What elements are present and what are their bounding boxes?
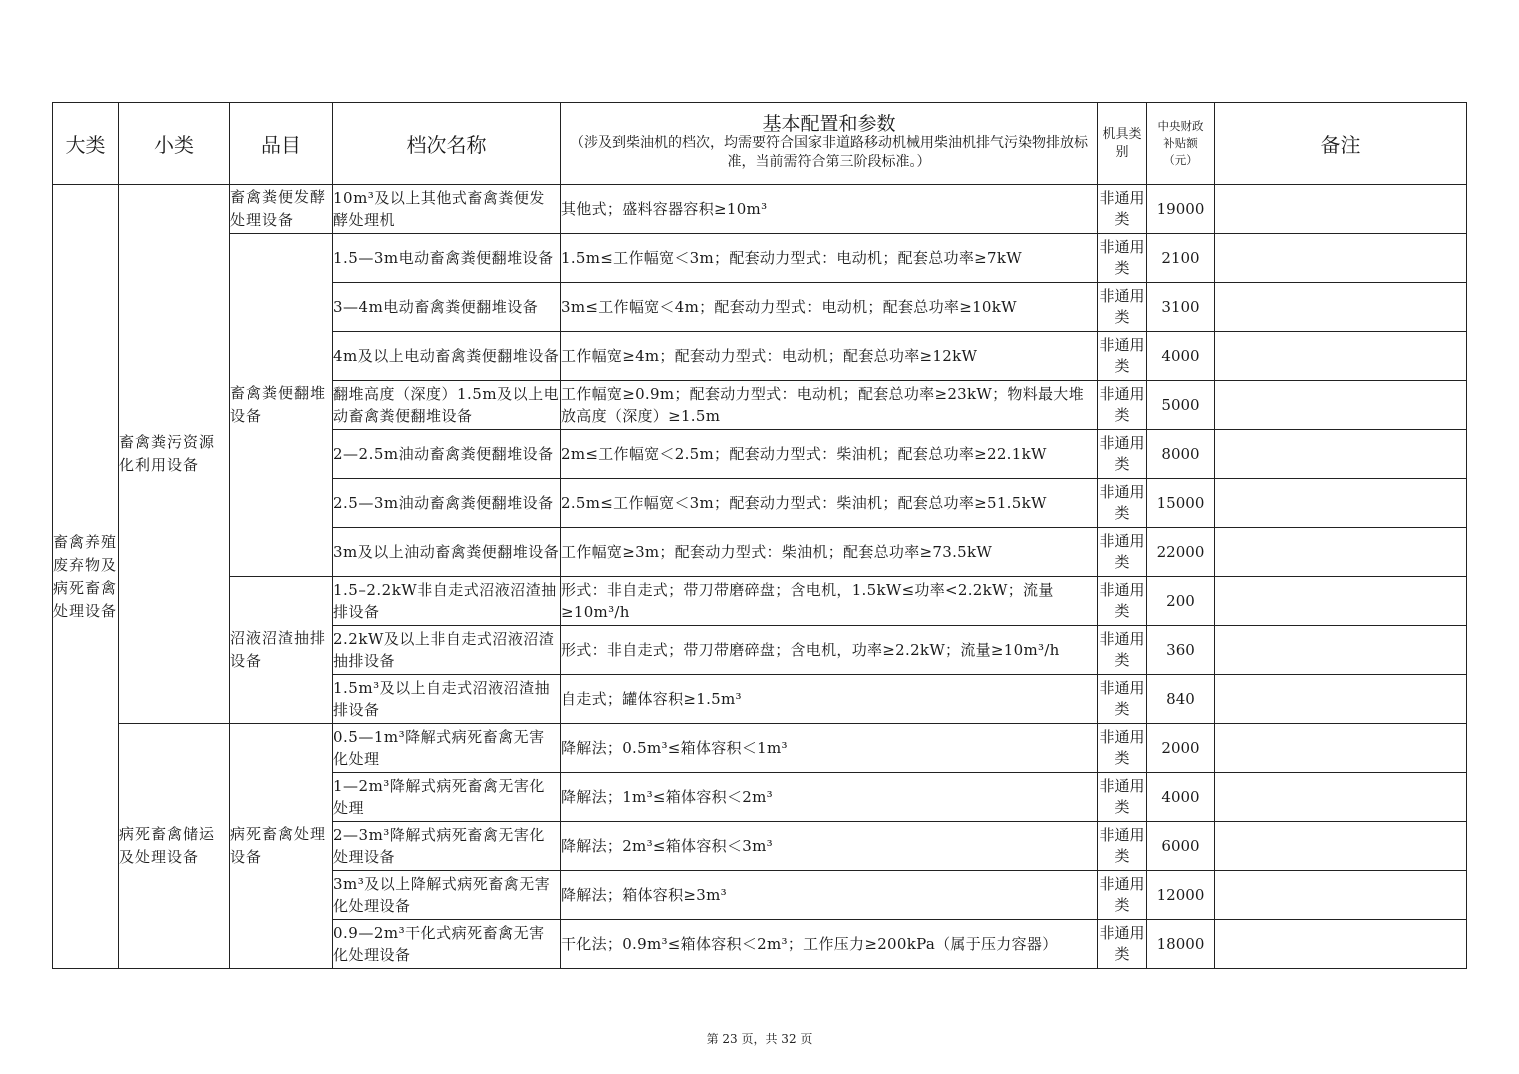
config-cell: 2.5m≤工作幅宽＜3m；配套动力型式：柴油机；配套总功率≥51.5kW bbox=[561, 479, 1098, 528]
remarks-cell bbox=[1215, 381, 1467, 430]
remarks-cell bbox=[1215, 626, 1467, 675]
grade-name-cell: 1.5—3m电动畜禽粪便翻堆设备 bbox=[333, 234, 561, 283]
subsidy-amount-cell: 19000 bbox=[1147, 185, 1215, 234]
remarks-cell bbox=[1215, 234, 1467, 283]
item-cell: 畜禽粪便发酵处理设备 bbox=[230, 185, 333, 234]
grade-name-cell: 4m及以上电动畜禽粪便翻堆设备 bbox=[333, 332, 561, 381]
remarks-cell bbox=[1215, 332, 1467, 381]
machine-type-cell: 非通用类 bbox=[1098, 528, 1147, 577]
table-row bbox=[53, 577, 1467, 626]
subsidy-table bbox=[52, 102, 1467, 969]
subsidy-amount-cell: 5000 bbox=[1147, 381, 1215, 430]
machine-type-cell: 非通用类 bbox=[1098, 724, 1147, 773]
config-cell: 3m≤工作幅宽＜4m；配套动力型式：电动机；配套总功率≥10kW bbox=[561, 283, 1098, 332]
subsidy-amount-cell: 2100 bbox=[1147, 234, 1215, 283]
subcategory-cell: 畜禽粪污资源化利用设备 bbox=[119, 185, 230, 724]
machine-type-cell: 非通用类 bbox=[1098, 773, 1147, 822]
table-row bbox=[53, 724, 1467, 773]
remarks-cell bbox=[1215, 479, 1467, 528]
col-header-subcategory: 小类 bbox=[119, 103, 230, 185]
remarks-cell bbox=[1215, 185, 1467, 234]
category-cell: 畜禽养殖废弃物及病死畜禽处理设备 bbox=[53, 185, 119, 969]
subsidy-line-1: 中央财政 bbox=[1157, 119, 1204, 133]
remarks-cell bbox=[1215, 283, 1467, 332]
col-header-subsidy bbox=[1147, 103, 1215, 185]
grade-name-cell: 3m及以上油动畜禽粪便翻堆设备 bbox=[333, 528, 561, 577]
grade-name-cell: 1.5–2.2kW非自走式沼液沼渣抽排设备 bbox=[333, 577, 561, 626]
col-header-grade-name: 档次名称 bbox=[333, 103, 561, 185]
remarks-cell bbox=[1215, 675, 1467, 724]
grade-name-cell: 2.2kW及以上非自走式沼液沼渣抽排设备 bbox=[333, 626, 561, 675]
subsidy-amount-cell: 200 bbox=[1147, 577, 1215, 626]
col-header-item: 品目 bbox=[230, 103, 333, 185]
grade-name-cell: 10m³及以上其他式畜禽粪便发酵处理机 bbox=[333, 185, 561, 234]
grade-name-cell: 1—2m³降解式病死畜禽无害化处理 bbox=[333, 773, 561, 822]
remarks-cell bbox=[1215, 871, 1467, 920]
remarks-cell bbox=[1215, 430, 1467, 479]
col-header-machine-type: 机具类别 bbox=[1098, 103, 1147, 185]
subsidy-amount-cell: 4000 bbox=[1147, 332, 1215, 381]
config-cell: 1.5m≤工作幅宽＜3m；配套动力型式：电动机；配套总功率≥7kW bbox=[561, 234, 1098, 283]
machine-type-cell: 非通用类 bbox=[1098, 430, 1147, 479]
remarks-cell bbox=[1215, 920, 1467, 969]
remarks-cell bbox=[1215, 577, 1467, 626]
subsidy-amount-cell: 22000 bbox=[1147, 528, 1215, 577]
table-row bbox=[53, 185, 1467, 234]
config-cell: 2m≤工作幅宽＜2.5m；配套动力型式：柴油机；配套总功率≥22.1kW bbox=[561, 430, 1098, 479]
page-footer: 第 23 页，共 32 页 bbox=[706, 1032, 813, 1046]
subsidy-amount-cell: 840 bbox=[1147, 675, 1215, 724]
machine-type-cell: 非通用类 bbox=[1098, 920, 1147, 969]
item-cell: 沼液沼渣抽排设备 bbox=[230, 577, 333, 724]
config-cell: 降解法；2m³≤箱体容积＜3m³ bbox=[561, 822, 1098, 871]
grade-name-cell: 2—2.5m油动畜禽粪便翻堆设备 bbox=[333, 430, 561, 479]
grade-name-cell: 0.5—1m³降解式病死畜禽无害化处理 bbox=[333, 724, 561, 773]
subsidy-amount-cell: 2000 bbox=[1147, 724, 1215, 773]
item-cell: 畜禽粪便翻堆设备 bbox=[230, 234, 333, 577]
subsidy-amount-cell: 360 bbox=[1147, 626, 1215, 675]
machine-type-cell: 非通用类 bbox=[1098, 626, 1147, 675]
grade-name-cell: 3m³及以上降解式病死畜禽无害化处理设备 bbox=[333, 871, 561, 920]
subsidy-amount-cell: 8000 bbox=[1147, 430, 1215, 479]
grade-name-cell: 1.5m³及以上自走式沼液沼渣抽排设备 bbox=[333, 675, 561, 724]
config-title: 基本配置和参数 bbox=[762, 113, 896, 135]
subsidy-line-3: （元） bbox=[1163, 153, 1198, 167]
table-row bbox=[53, 234, 1467, 283]
grade-name-cell: 翻堆高度（深度）1.5m及以上电动畜禽粪便翻堆设备 bbox=[333, 381, 561, 430]
subsidy-amount-cell: 12000 bbox=[1147, 871, 1215, 920]
subsidy-line-2: 补贴额 bbox=[1163, 136, 1198, 150]
remarks-cell bbox=[1215, 773, 1467, 822]
config-cell: 降解法；0.5m³≤箱体容积＜1m³ bbox=[561, 724, 1098, 773]
config-cell: 降解法；箱体容积≥3m³ bbox=[561, 871, 1098, 920]
config-cell: 工作幅宽≥4m；配套动力型式：电动机；配套总功率≥12kW bbox=[561, 332, 1098, 381]
machine-type-cell: 非通用类 bbox=[1098, 479, 1147, 528]
config-cell: 形式：非自走式；带刀带磨碎盘；含电机，功率≥2.2kW；流量≥10m³/h bbox=[561, 626, 1098, 675]
col-header-config bbox=[561, 103, 1098, 185]
machine-type-cell: 非通用类 bbox=[1098, 822, 1147, 871]
subsidy-amount-cell: 6000 bbox=[1147, 822, 1215, 871]
config-cell: 自走式；罐体容积≥1.5m³ bbox=[561, 675, 1098, 724]
col-header-category: 大类 bbox=[53, 103, 119, 185]
remarks-cell bbox=[1215, 822, 1467, 871]
machine-type-cell: 非通用类 bbox=[1098, 381, 1147, 430]
subsidy-amount-cell: 3100 bbox=[1147, 283, 1215, 332]
config-cell: 其他式；盛料容器容积≥10m³ bbox=[561, 185, 1098, 234]
config-cell: 干化法；0.9m³≤箱体容积＜2m³；工作压力≥200kPa（属于压力容器） bbox=[561, 920, 1098, 969]
remarks-cell bbox=[1215, 528, 1467, 577]
config-note: （涉及到柴油机的档次，均需要符合国家非道路移动机械用柴油机排气污染物排放标准，当前需符合第三阶段标准。） bbox=[570, 135, 1088, 170]
machine-type-cell: 非通用类 bbox=[1098, 871, 1147, 920]
grade-name-cell: 0.9—2m³干化式病死畜禽无害化处理设备 bbox=[333, 920, 561, 969]
machine-type-cell: 非通用类 bbox=[1098, 234, 1147, 283]
config-cell: 形式：非自走式；带刀带磨碎盘；含电机，1.5kW≤功率<2.2kW；流量≥10m³/h bbox=[561, 577, 1098, 626]
col-header-remarks: 备注 bbox=[1215, 103, 1467, 185]
subsidy-amount-cell: 18000 bbox=[1147, 920, 1215, 969]
config-cell: 工作幅宽≥3m；配套动力型式：柴油机；配套总功率≥73.5kW bbox=[561, 528, 1098, 577]
item-cell: 病死畜禽处理设备 bbox=[230, 724, 333, 969]
config-cell: 工作幅宽≥0.9m；配套动力型式：电动机；配套总功率≥23kW；物料最大堆放高度（深度）≥1.5m bbox=[561, 381, 1098, 430]
machine-type-cell: 非通用类 bbox=[1098, 675, 1147, 724]
grade-name-cell: 3—4m电动畜禽粪便翻堆设备 bbox=[333, 283, 561, 332]
machine-type-cell: 非通用类 bbox=[1098, 283, 1147, 332]
grade-name-cell: 2—3m³降解式病死畜禽无害化处理设备 bbox=[333, 822, 561, 871]
machine-type-cell: 非通用类 bbox=[1098, 577, 1147, 626]
subsidy-amount-cell: 4000 bbox=[1147, 773, 1215, 822]
config-cell: 降解法；1m³≤箱体容积＜2m³ bbox=[561, 773, 1098, 822]
machine-type-cell: 非通用类 bbox=[1098, 185, 1147, 234]
remarks-cell bbox=[1215, 724, 1467, 773]
machine-type-cell: 非通用类 bbox=[1098, 332, 1147, 381]
subcategory-cell: 病死畜禽储运及处理设备 bbox=[119, 724, 230, 969]
header-row bbox=[53, 103, 1467, 185]
grade-name-cell: 2.5—3m油动畜禽粪便翻堆设备 bbox=[333, 479, 561, 528]
subsidy-amount-cell: 15000 bbox=[1147, 479, 1215, 528]
